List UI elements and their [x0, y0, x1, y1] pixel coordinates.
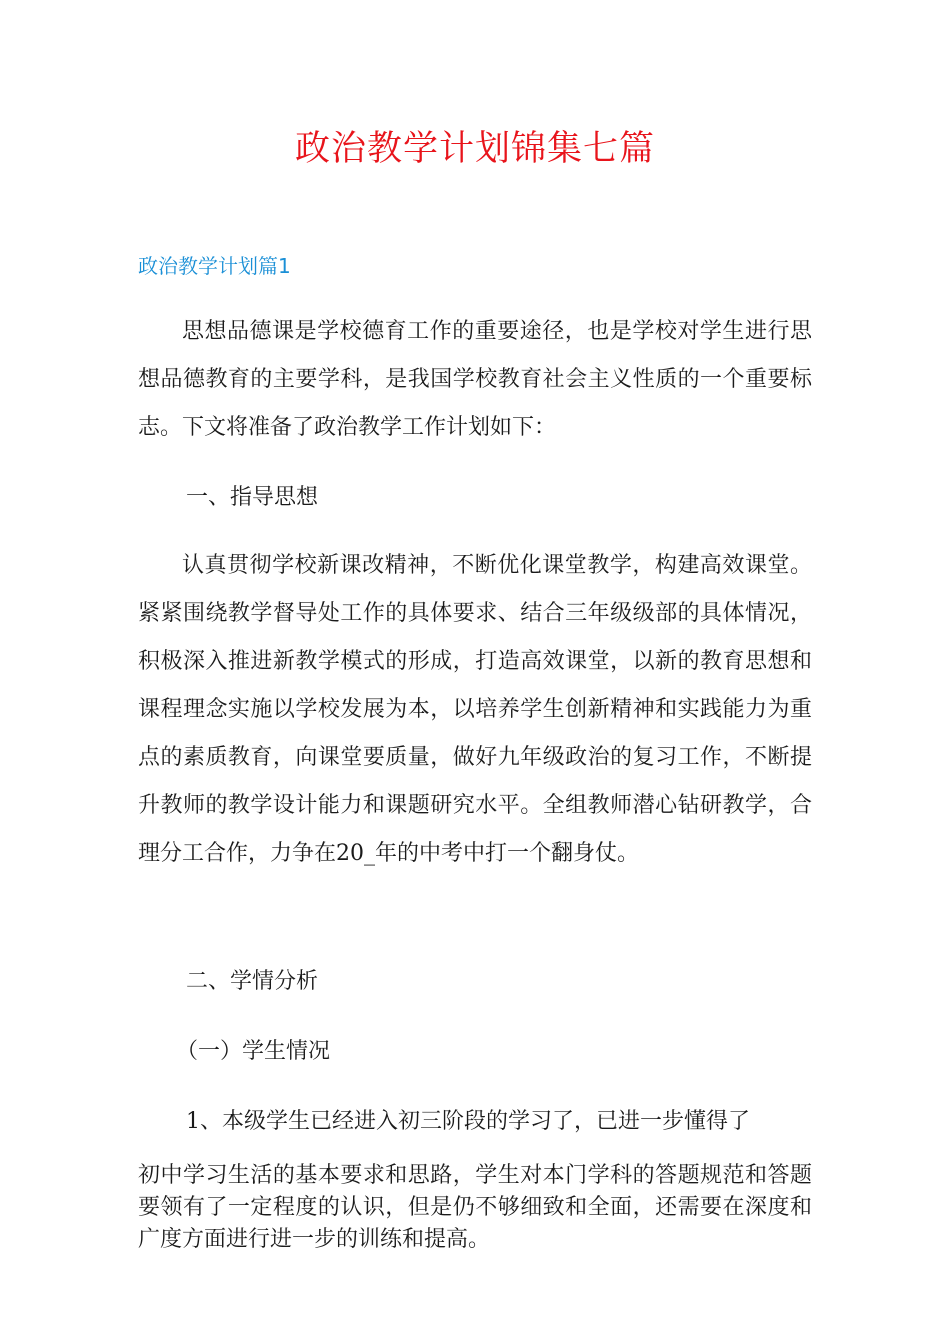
heading-student-analysis: 二、学情分析 — [186, 969, 319, 994]
heading-student-situation: （一）学生情况 — [176, 1039, 331, 1064]
heading-guiding-ideology: 一、指导思想 — [186, 485, 319, 510]
document-title: 政治教学计划锦集七篇 — [294, 129, 655, 169]
intro-paragraph: 思想品德课是学校德育工作的重要途径，也是学校对学生进行思想品德教育的主要学科，是我国学校教育社会主义性质的一个重要标志。下文将准备了政治教学工作计划如下： — [138, 319, 812, 440]
section-title: 政治教学计划篇1 — [138, 254, 291, 278]
item1-first-line: 1、本级学生已经进入初三阶段的学习了，已进一步懂得了 — [186, 1109, 750, 1134]
item1-body: 初中学习生活的基本要求和思路，学生对本门学科的答题规范和答题要领有了一定程度的认识，但是仍不够细致和全面，还需要在深度和广度方面进行进一步的训练和提高。 — [138, 1163, 812, 1252]
guiding-paragraph: 认真贯彻学校新课改精神，不断优化课堂教学，构建高效课堂。紧紧围绕教学督导处工作的具体要求、结合三年级级部的具体情况，积极深入推进新教学模式的形成，打造高效课堂，以新的教育思想和课程理念实施以学校发展为本，以培养学生创新精神和实践能力为重点的素质教育，向课堂要质量，做好九年级政治的复习工作，不断提升教师的教学设计能力和课题研究水平。全组教师潜心钻研教学，合理分工合作，力争在20_年的中考中打一个翻身仗。 — [138, 553, 812, 866]
